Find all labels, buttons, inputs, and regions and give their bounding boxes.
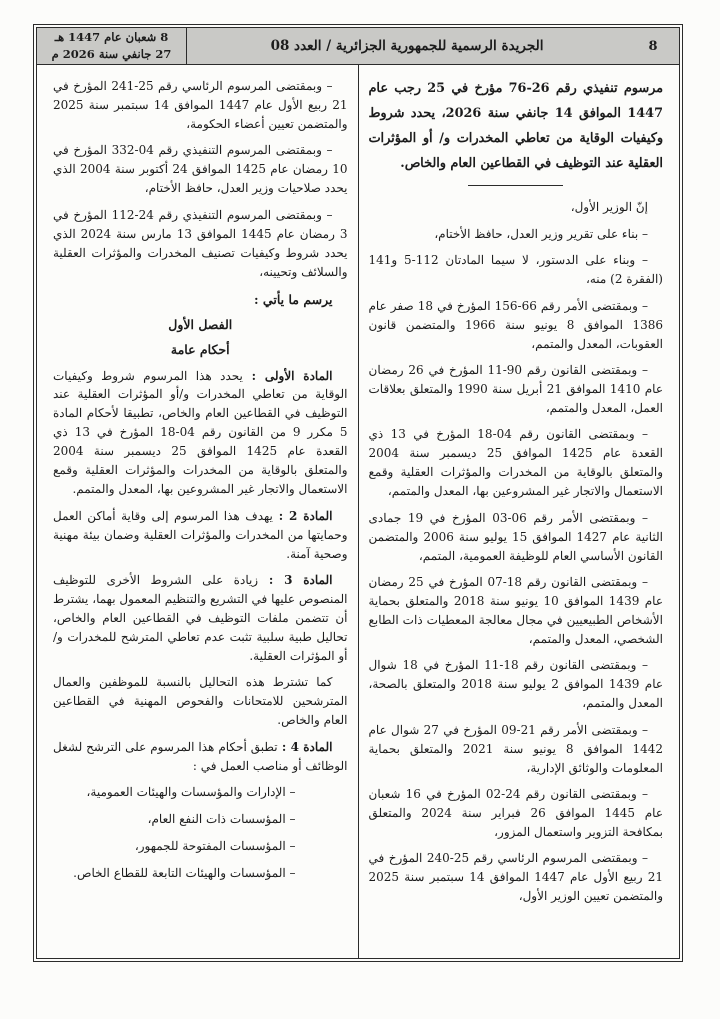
date-hijri: 8 شعبان عام 1447 هـ bbox=[54, 30, 169, 45]
page-header bbox=[37, 28, 679, 65]
column-left bbox=[47, 75, 354, 954]
page-body bbox=[37, 65, 679, 958]
chapter-subtitle: أحكام عامة bbox=[170, 341, 230, 357]
visa-clause: – وبمقتضى المرسوم الرئاسي رقم 25-241 المؤرخ في 21 ربيع الأول عام 1447 الموافق 14 سبتمبر سنة 2025 والمتضمن تعيين أعضاء الحكومة، bbox=[53, 79, 348, 131]
article-paragraph: المادة الأولى : يحدد هذا المرسوم شروط وكيفيات الوقاية من تعاطي المخدرات و/أو المؤثرات العقلية عند التوظيف في القطاعين العام والخاص، تطبيقا لأحكام المادة 5 مكرر 9 من القانون رقم 04-18 المؤرخ في 13 ذي القعدة عام 1425 الموافق 25 ديسمبر سنة 2004 والمتعلق بالوقاية من المخدرات والمؤثرات العقلية وقمع الاستعمال والاتجار غير المشروعين بها، المعدل والمتمم. bbox=[53, 368, 348, 497]
visa-clause: – وبمقتضى الأمر رقم 06-03 المؤرخ في 19 جمادى الثانية عام 1427 الموافق 15 يوليو سنة 2006 والمتضمن القانون الأساسي العام للوظيفة العمومية، المتمم، bbox=[368, 510, 663, 563]
visa-clauses-right bbox=[369, 225, 664, 907]
article-label: المادة 4 : bbox=[277, 739, 333, 754]
visa-clause: – وبمقتضى القانون رقم 24-02 المؤرخ في 16 شعبان عام 1445 الموافق 26 فبراير سنة 2024 والمتعلق بمكافحة التزوير واستعمال المزور، bbox=[368, 787, 663, 839]
bullet-item: – المؤسسات المفتوحة للجمهور، bbox=[134, 839, 296, 853]
visa-clause: – وبمقتضى المرسوم التنفيذي رقم 24-112 المؤرخ في 3 رمضان عام 1445 الموافق 13 مارس سنة 2024 الذي يحدد شروط وكيفيات تصنيف المخدرات والمؤثرات العقلية والسلائف وتحيينه، bbox=[53, 207, 348, 279]
date-gregorian: 27 جانفي سنة 2026 م bbox=[51, 47, 172, 61]
visa-clause: – وبمقتضى القانون رقم 04-18 المؤرخ في 13 ذي القعدة عام 1425 الموافق 25 ديسمبر سنة 2004 والمتعلق بالوقاية من المخدرات والمؤثرات العقلية وقمع الاستعمال والاتجار غير المشروعين بها، المعدل والمتمم، bbox=[368, 427, 664, 499]
article-label: المادة 3 : bbox=[258, 573, 333, 588]
article-label: المادة الأولى : bbox=[242, 368, 333, 383]
column-right bbox=[363, 75, 670, 954]
decree-intro: إنّ الوزير الأول، bbox=[570, 199, 648, 214]
title-divider-rule bbox=[468, 185, 563, 186]
page-frame-inner bbox=[36, 27, 680, 959]
visa-clause: – وبمقتضى القانون رقم 18-11 المؤرخ في 18 شوال عام 1439 الموافق 2 يوليو سنة 2018 والمتعلق بالصحة، المعدل والمتمم، bbox=[368, 658, 664, 711]
visa-clause: – وبمقتضى الأمر رقم 66-156 المؤرخ في 18 صفر عام 1386 الموافق 8 يونيو سنة 1966 والمتضمن قانون العقوبات، المعدل والمتمم، bbox=[368, 298, 663, 351]
gazette-title: الجريدة الرسمية للجمهورية الجزائرية / العدد 08 bbox=[270, 38, 544, 54]
visa-clause: – وبمقتضى المرسوم التنفيذي رقم 04-332 المؤرخ في 10 رمضان عام 1425 الموافق 24 أكتوبر سنة 2004 الذي يحدد صلاحيات وزير العدل، حافظ الأختام، bbox=[53, 143, 348, 196]
header-date-box bbox=[37, 28, 187, 64]
visa-clause: – بناء على تقرير وزير العدل، حافظ الأختام، bbox=[434, 226, 648, 241]
chapter-title: الفصل الأول bbox=[168, 316, 233, 332]
page-frame bbox=[33, 24, 683, 962]
bullet-item: – المؤسسات ذات النفع العام، bbox=[147, 812, 296, 827]
visa-clause: – وبمقتضى الأمر رقم 21-09 المؤرخ في 27 شوال عام 1442 الموافق 8 يونيو سنة 2021 والمتعلق بحماية المعلومات والوثائق الإدارية، bbox=[368, 722, 663, 775]
articles bbox=[53, 367, 348, 776]
visa-clause: – وبمقتضى القانون رقم 90-11 المؤرخ في 26 رمضان عام 1410 الموافق 21 أبريل سنة 1990 والمتعلق بعلاقات العمل، المعدل والمتمم، bbox=[368, 362, 663, 415]
decree-title: مرسوم تنفيذي رقم 26-76 مؤرخ في 25 رجب عام 1447 الموافق 14 جانفي سنة 2026، يحدد شروط وكيفيات الوقاية من تعاطي المخدرات و/ أو المؤثرات العقلية عند التوظيف في القطاعين العام والخاص. bbox=[368, 81, 663, 171]
column-divider bbox=[358, 65, 359, 958]
article-paragraph: المادة 4 : تطبق أحكام هذا المرسوم على الترشح لشغل الوظائف أو مناصب العمل في : bbox=[53, 739, 348, 773]
visa-clauses-left bbox=[53, 77, 348, 282]
visa-clause: – وبناء على الدستور، لا سيما المادتان 112-5 و141 (الفقرة 2) منه، bbox=[368, 253, 663, 287]
visa-clause: – وبمقتضى القانون رقم 18-07 المؤرخ في 25 رمضان عام 1439 الموافق 10 يونيو سنة 2018 والمتعلق بحماية الأشخاص الطبيعيين في مجال معالجة المعطيات ذات الطابع الشخصي، المعدل والمتمم، bbox=[368, 575, 663, 646]
article-paragraph: المادة 2 : يهدف هذا المرسوم إلى وقاية أماكن العمل وحمايتها من المخدرات والمؤثرات العقلية وضمان بيئة مهنية وصحية آمنة. bbox=[53, 508, 348, 561]
bullet-item: – المؤسسات والهيئات التابعة للقطاع الخاص. bbox=[73, 865, 296, 880]
page-number: 8 bbox=[648, 38, 658, 54]
enacting-formula: يرسم ما يأتي : bbox=[253, 291, 333, 307]
article-paragraph: كما تشترط هذه التحاليل بالنسبة للموظفين والعمال المترشحين للامتحانات والفحوص المهنية في القطاعين العام والخاص. bbox=[53, 675, 348, 728]
article4-bullets bbox=[53, 783, 348, 883]
article-label: المادة 2 : bbox=[272, 508, 333, 523]
bullet-item: – الإدارات والمؤسسات والهيئات العمومية، bbox=[86, 785, 296, 800]
visa-clause: – وبمقتضى المرسوم الرئاسي رقم 25-240 المؤرخ في 21 ربيع الأول عام 1447 الموافق 14 سبتمبر سنة 2025 والمتضمن تعيين الوزير الأول، bbox=[368, 851, 663, 904]
article-paragraph: المادة 3 : زيادة على الشروط الأخرى للتوظيف المنصوص عليها في التشريع والتنظيم المعمول بهما، يشترط أن تتضمن ملفات التوظيف في القطاعين العام والخاص، تحاليل طبية سلبية تثبت عدم تعاطي المترشح للمخدرات و/أو المؤثرات العقلية. bbox=[53, 573, 348, 663]
